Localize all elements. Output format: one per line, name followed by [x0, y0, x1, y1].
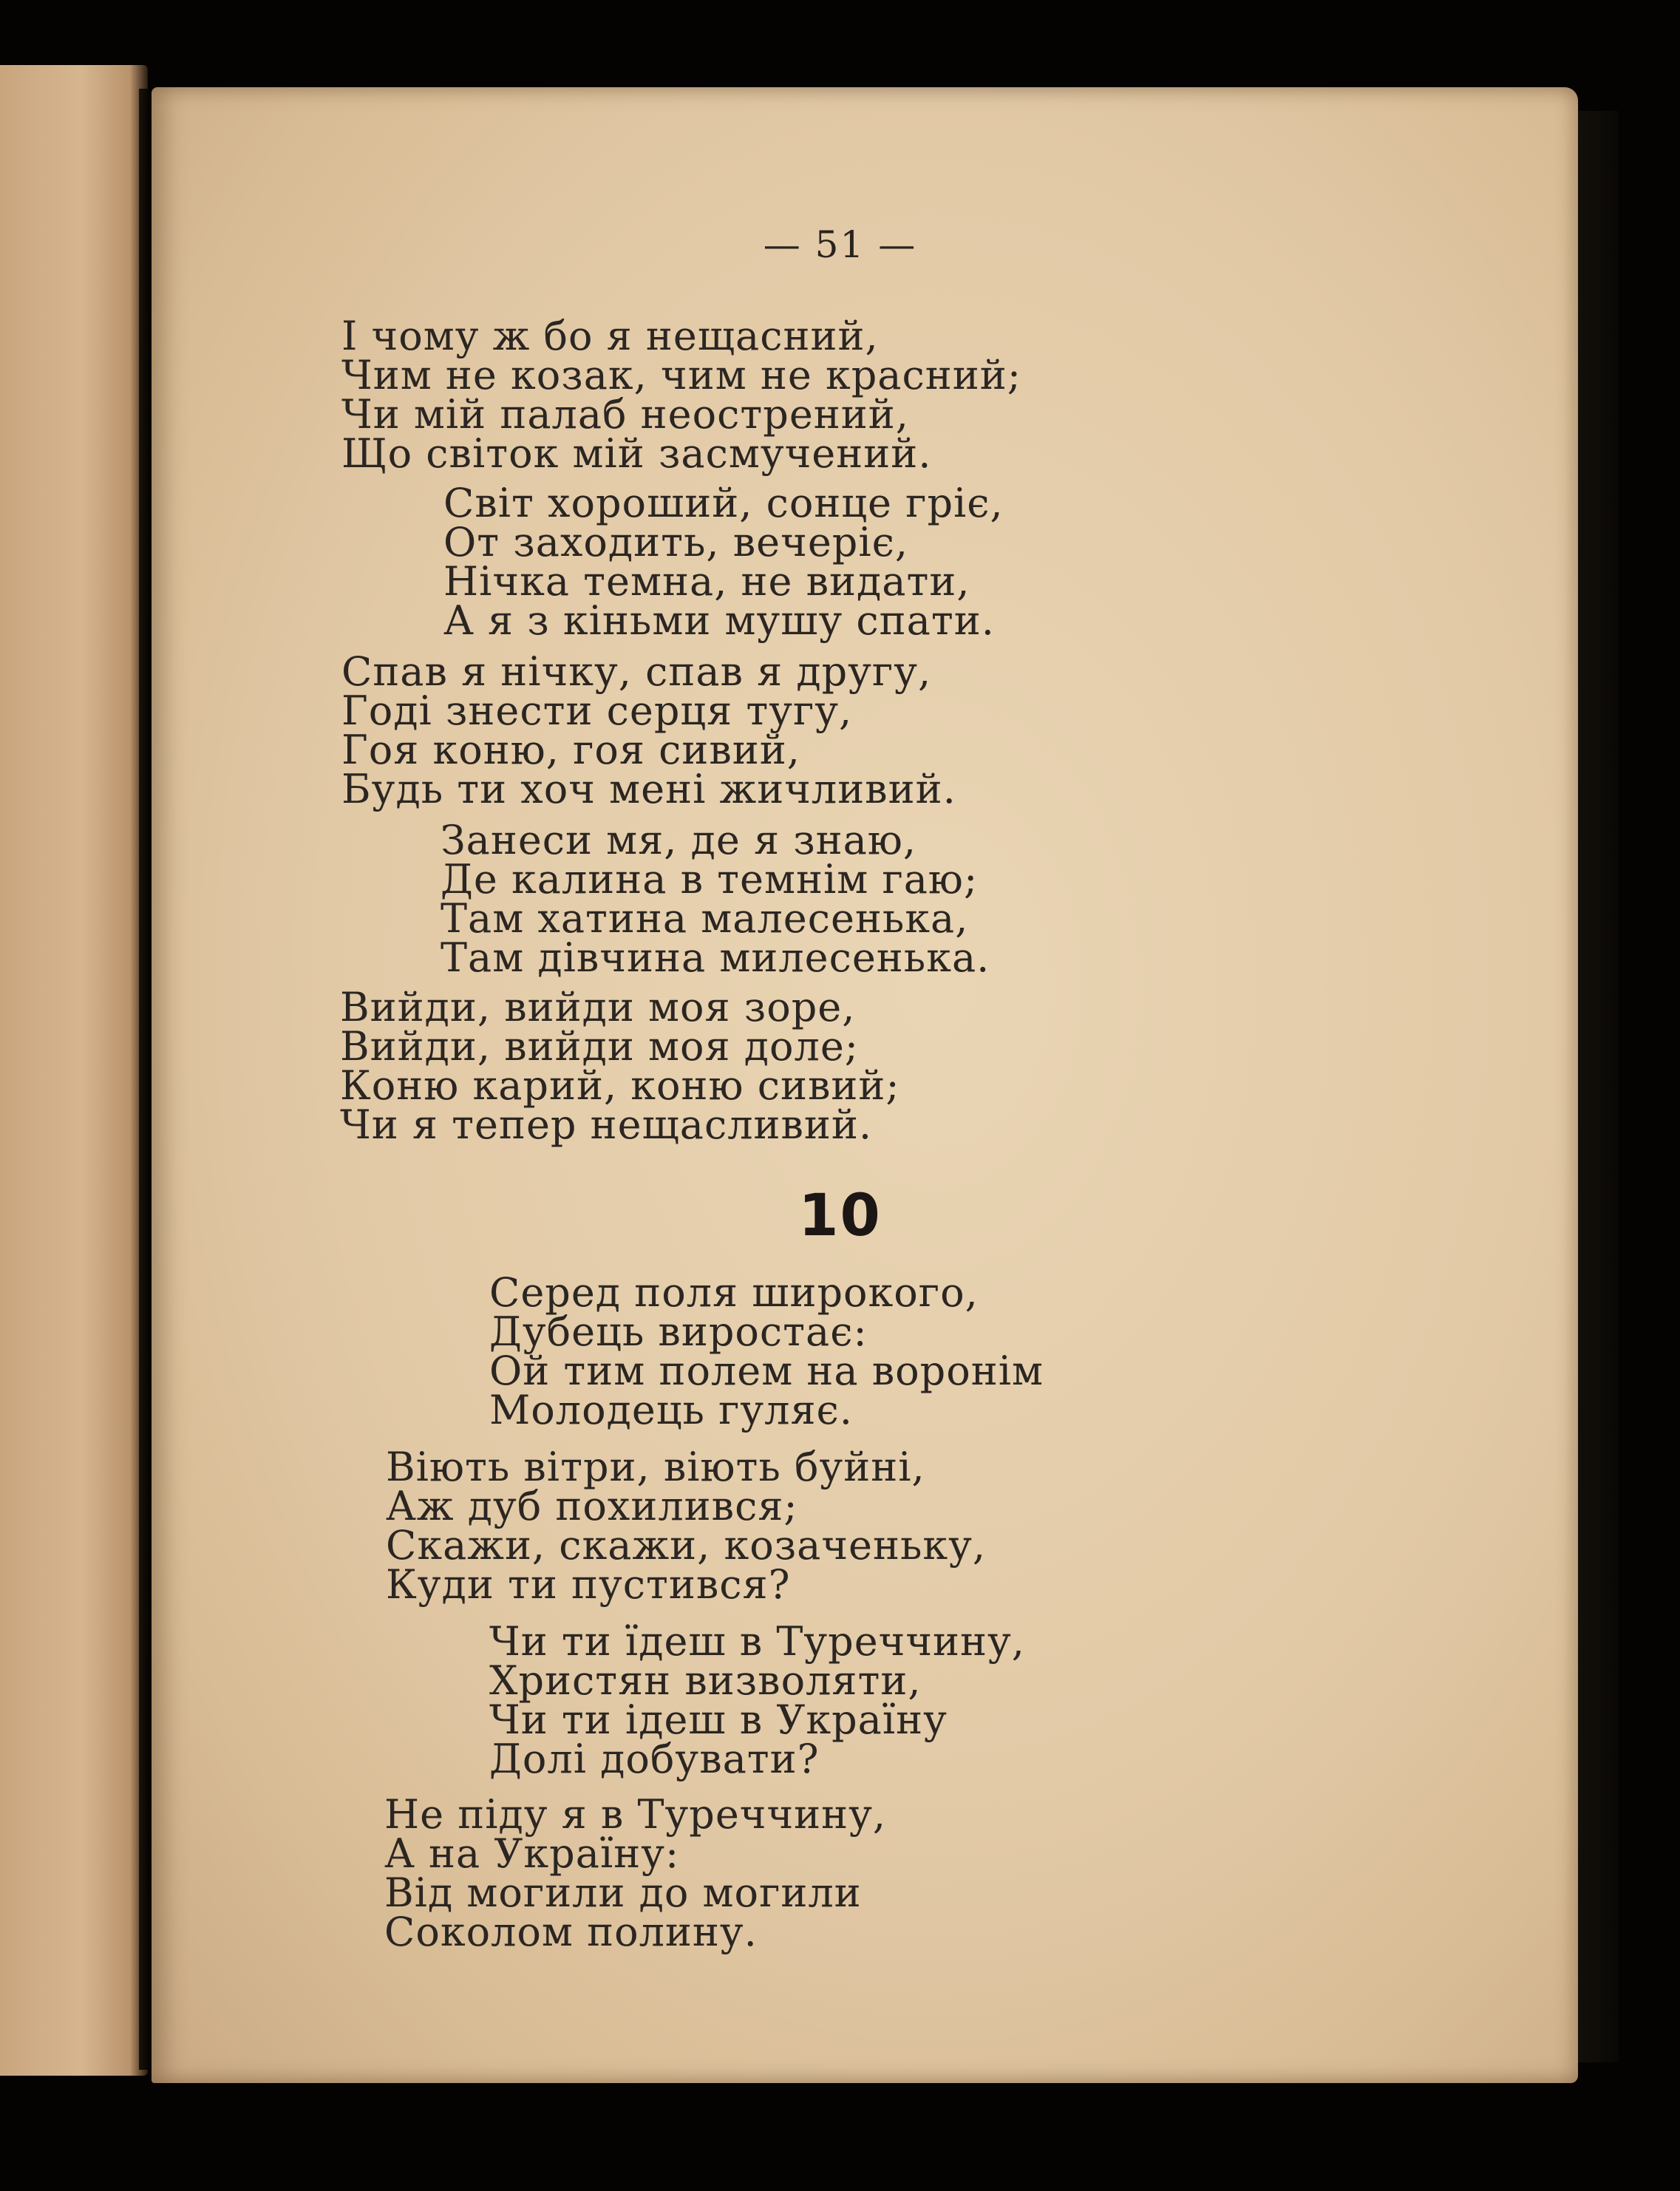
- verse-line: Не піду я в Туреччину,: [384, 1791, 887, 1838]
- verse-line: Чи ти ідеш в Україну: [489, 1696, 948, 1743]
- verse-line: Коню карий, коню сивий;: [340, 1062, 900, 1109]
- verse-line: Чи мій палаб неострений,: [341, 391, 909, 438]
- verse-line: Долі добувати?: [489, 1736, 820, 1782]
- verse-line: Там хатина малесенька,: [441, 895, 969, 942]
- verse-line: Молодець гуляє.: [489, 1387, 853, 1433]
- verse-line: Там дівчина милесенька.: [441, 934, 990, 981]
- poem1-stanza-2: [443, 480, 1004, 644]
- poem1-stanza-4: [441, 817, 990, 981]
- verse-line: І чому ж бо я нещасний,: [341, 313, 879, 359]
- verse-line: Дубець виростає:: [489, 1308, 868, 1355]
- verse-line: Віють вітри, віють буйні,: [386, 1444, 925, 1490]
- verse-line: Спав я нічку, спав я другу,: [341, 648, 932, 695]
- verse-line: Що світок мій засмучений.: [341, 430, 932, 477]
- verse-line: Вийди, вийди моя зоре,: [340, 984, 856, 1030]
- verse-line: Де калина в темнім гаю;: [441, 856, 979, 903]
- verse-line: А на Україну:: [384, 1830, 680, 1877]
- verse-line: Гоя коню, гоя сивий,: [341, 727, 800, 773]
- verse-line: Христян визволяти,: [489, 1657, 922, 1704]
- verse-line: Скажи, скажи, козаченьку,: [386, 1522, 987, 1569]
- poem1-stanza-5: [340, 984, 900, 1148]
- poem1-stanza-3: [341, 648, 956, 812]
- poem1-stanza-1: [341, 313, 1021, 477]
- poem2-stanza-3: [489, 1618, 1025, 1782]
- verse-line: А я з кіньми мушу спати.: [443, 597, 995, 644]
- poem2-stanza-2: [386, 1444, 987, 1608]
- verse-line: Соколом полину.: [384, 1909, 758, 1955]
- verse-line: Світ хороший, сонце гріє,: [443, 480, 1004, 526]
- verse-line: Серед поля широкого,: [489, 1269, 979, 1316]
- poem2-stanza-1: [489, 1269, 1044, 1433]
- verse-line: От заходить, вечеріє,: [443, 519, 909, 565]
- verse-line: Від могили до могили: [384, 1869, 862, 1916]
- verse-line: Вийди, вийди моя доле;: [340, 1023, 859, 1070]
- verse-line: Занеси мя, де я знаю,: [441, 817, 917, 863]
- section-heading: 10: [798, 1183, 882, 1249]
- left-page-edge: [0, 65, 148, 2076]
- verse-line: Аж дуб похилився;: [386, 1483, 798, 1529]
- verse-line: Годі знести серця тугу,: [341, 687, 853, 734]
- page-number: — 51 —: [763, 223, 917, 266]
- verse-line: Нічка темна, не видати,: [443, 558, 970, 605]
- verse-line: Чи ти їдеш в Туреччину,: [489, 1618, 1025, 1665]
- verse-line: Чим не козак, чим не красний;: [341, 352, 1021, 398]
- poem2-stanza-4: [384, 1791, 887, 1955]
- verse-line: Чи я тепер нещасливий.: [340, 1101, 873, 1148]
- verse-line: Ой тим полем на воронім: [489, 1348, 1044, 1394]
- verse-line: Будь ти хоч мені жичливий.: [341, 766, 956, 812]
- verse-line: Куди ти пустився?: [386, 1561, 791, 1608]
